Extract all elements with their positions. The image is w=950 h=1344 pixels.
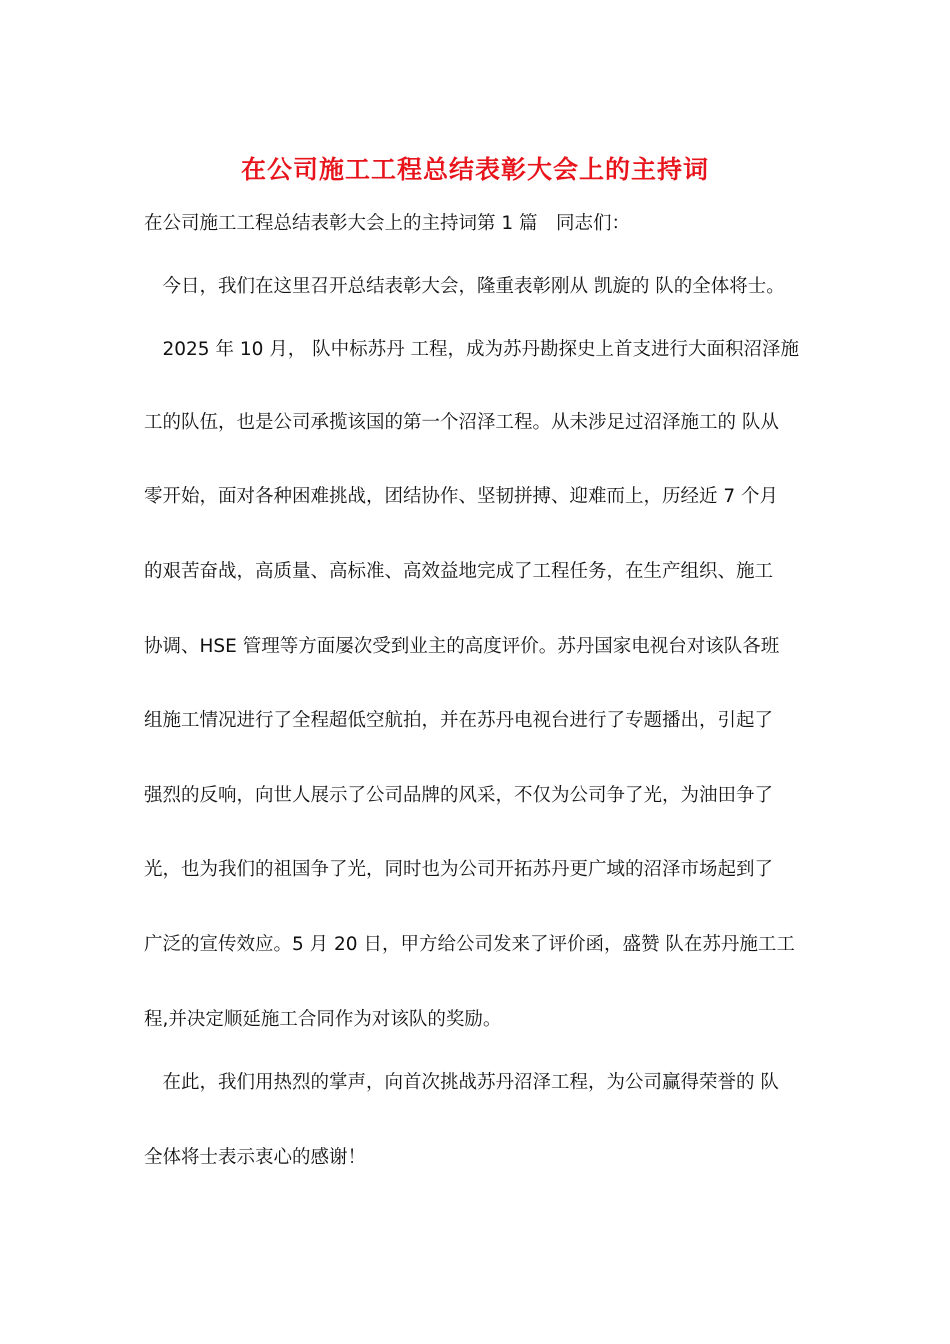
text-line: 广泛的宣传效应。5 月 20 日，甲方给公司发来了评价函，盛赞 队在苏丹施工工 bbox=[144, 934, 795, 955]
text-line: 2025 年 10 月， 队中标苏丹 工程，成为苏丹勘探史上首支进行大面积沼泽施 bbox=[144, 339, 800, 360]
text-line: 今日，我们在这里召开总结表彰大会，隆重表彰刚从 凯旋的 队的全体将士。 bbox=[144, 276, 785, 297]
text-line: 程,并决定顺延施工合同作为对该队的奖励。 bbox=[144, 1009, 502, 1030]
text-line: 全体将士表示衷心的感谢！ bbox=[144, 1147, 367, 1168]
text-line: 的艰苦奋战，高质量、高标准、高效益地完成了工程任务，在生产组织、施工 bbox=[144, 561, 774, 582]
text-line: 光，也为我们的祖国争了光，同时也为公司开拓苏丹更广域的沼泽市场起到了 bbox=[144, 859, 774, 880]
text-line: 零开始，面对各种困难挑战，团结协作、坚韧拼搏、迎难而上，历经近 7 个月 bbox=[144, 486, 779, 507]
text-line: 组施工情况进行了全程超低空航拍，并在苏丹电视台进行了专题播出，引起了 bbox=[144, 710, 774, 731]
text-line: 在此，我们用热烈的掌声，向首次挑战苏丹沼泽工程，为公司赢得荣誉的 队 bbox=[144, 1072, 779, 1093]
document-title: 在公司施工工程总结表彰大会上的主持词 bbox=[240, 155, 709, 184]
text-line: 在公司施工工程总结表彰大会上的主持词第 1 篇 同志们： bbox=[144, 213, 631, 234]
text-line: 协调、HSE 管理等方面屡次受到业主的高度评价。苏丹国家电视台对该队各班 bbox=[144, 636, 780, 657]
text-line: 工的队伍，也是公司承揽该国的第一个沼泽工程。从未涉足过沼泽施工的 队从 bbox=[144, 412, 779, 433]
text-line: 强烈的反响，向世人展示了公司品牌的风采，不仅为公司争了光，为油田争了 bbox=[144, 785, 774, 806]
